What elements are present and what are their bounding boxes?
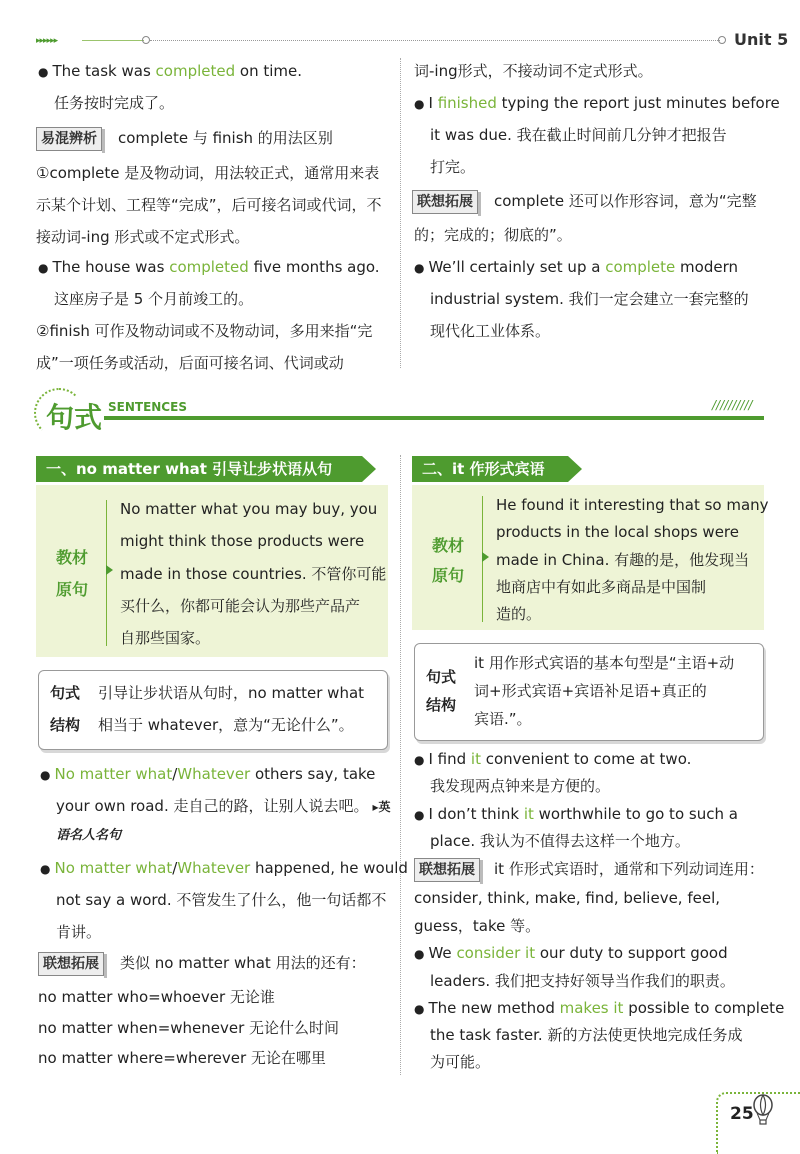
tag-extension-text: complete 还可以作形容词，意为“完整: [494, 192, 757, 210]
bullet-icon: ●: [38, 65, 49, 79]
example-line: 现代化工业体系。: [430, 322, 551, 340]
tag-extension: 联想拓展: [414, 858, 480, 882]
example-line: 肯讲。: [56, 923, 102, 941]
structure-label: 句式: [50, 684, 81, 702]
original-line: 自那些国家。: [120, 629, 211, 647]
sentences-rule: [104, 416, 764, 420]
tag-extension: 联想拓展: [412, 190, 478, 214]
section2-label-b: 原句: [431, 566, 464, 585]
structure-label: 结构: [426, 696, 457, 714]
similar-item: no matter when=whenever 无论什么时间: [38, 1019, 340, 1037]
section1-arrow-icon: [106, 565, 113, 575]
structure-label: 结构: [50, 716, 81, 734]
structure-line: it 用作形式宾语的基本句型是“主语+动: [474, 654, 735, 672]
structure-line: 相当于 whatever，意为“无论什么”。: [98, 716, 354, 734]
tag-extension: 联想拓展: [38, 952, 104, 976]
tag-confusable-text: complete 与 finish 的用法区别: [118, 129, 333, 147]
sentences-subtitle: SENTENCES: [108, 400, 187, 414]
example-line: leaders. 我们把支持好领导当作我们的职责。: [430, 972, 735, 990]
structure-line: 宾语.”。: [474, 710, 532, 728]
example-line: 为可能。: [430, 1053, 491, 1071]
example-line: it was due. 我在截止时间前几分钟才把报告: [430, 126, 727, 144]
header-dot-circle-right: [718, 36, 726, 44]
original-line: products in the local shops were: [496, 523, 739, 541]
header-dot-circle: [142, 36, 150, 44]
example-translation: 我发现两点钟来是方便的。: [430, 777, 611, 795]
unit-label: Unit 5: [734, 30, 789, 49]
header-dots: ▸▸▸▸▸▸: [36, 36, 58, 46]
original-line: He found it interesting that so many: [496, 496, 769, 514]
bullet-icon: ●: [40, 862, 51, 876]
header-rule-dotted: [150, 40, 720, 41]
paragraph-line: consider, think, make, find, believe, feel,: [414, 889, 721, 907]
sentences-slashes: //////////: [712, 398, 753, 412]
bullet-icon: ●: [414, 947, 425, 961]
example-sentence: ● No matter what/Whatever others say, take: [40, 765, 376, 783]
paragraph-line: 成”一项任务或活动，后面可接名词、代词或动: [36, 354, 344, 372]
section2-arrow-icon: [482, 552, 489, 562]
hot-air-balloon-icon: [752, 1094, 774, 1126]
paragraph-line: 词-ing形式，不接动词不定式形式。: [414, 62, 653, 80]
paragraph-line: ①complete 是及物动词，用法较正式，通常用来表: [36, 164, 380, 182]
tag-extension-text: 类似 no matter what 用法的还有：: [120, 954, 366, 972]
paragraph-line: ②finish 可作及物动词或不及物动词，多用来指“完: [36, 322, 373, 340]
original-line: might think those products were: [120, 532, 365, 550]
structure-label: 句式: [426, 668, 457, 686]
bullet-icon: ●: [414, 1002, 425, 1016]
tag-extension-text: it 作形式宾语时，通常和下列动词连用：: [494, 860, 764, 878]
bullet-icon: ●: [414, 261, 425, 275]
similar-item: no matter who=whoever 无论谁: [38, 988, 275, 1006]
section1-label-a: 教材: [55, 548, 88, 567]
structure-line: 词+形式宾语+宾语补足语+真正的: [474, 682, 707, 700]
header-rule-left: [82, 40, 144, 41]
column-divider-top: [400, 58, 401, 368]
example-sentence: ● The house was completed five months ago.: [38, 258, 380, 276]
example-sentence: ● I find it convenient to come at two.: [414, 750, 692, 768]
similar-item: no matter where=wherever 无论在哪里: [38, 1049, 326, 1067]
original-line: 地商店中有如此多商品是中国制: [496, 578, 707, 596]
original-line: made in China. 有趣的是，他发现当: [496, 551, 750, 569]
section2-label-a: 教材: [431, 536, 464, 555]
example-sentence: ● I don’t think it worthwhile to go to such a: [414, 805, 738, 823]
example-line: your own road. 走自己的路，让别人说去吧。 ▸英: [56, 797, 391, 815]
original-line: made in those countries. 不管你可能: [120, 565, 387, 583]
example-note: 语名人名句: [56, 828, 122, 843]
example-sentence: ● No matter what/Whatever happened, he would: [40, 859, 408, 877]
page-number: 25: [730, 1104, 754, 1124]
bullet-icon: ●: [414, 97, 425, 111]
example-line: not say a word. 不管发生了什么，他一句话都不: [56, 891, 387, 909]
example-sentence: ● The new method makes it possible to complete: [414, 999, 785, 1017]
bullet-icon: ●: [40, 768, 51, 782]
example-line: the task faster. 新的方法使更快地完成任务成: [430, 1026, 743, 1044]
original-line: No matter what you may buy, you: [120, 500, 378, 518]
original-line: 买什么，你都可能会认为那些产品产: [120, 597, 361, 615]
example-sentence: ● I finished typing the report just minutes before: [414, 94, 780, 112]
bullet-icon: ●: [414, 753, 425, 767]
example-translation: 任务按时完成了。: [54, 94, 175, 112]
sentences-title: 句式: [46, 401, 103, 434]
example-sentence: ● We consider it our duty to support good: [414, 944, 728, 962]
paragraph-line: 接动词-ing 形式或不定式形式。: [36, 228, 250, 246]
column-divider-bottom: [400, 455, 401, 1075]
section2-bar: 二、it 作形式宾语: [412, 456, 568, 482]
structure-line: 引导让步状语从句时，no matter what: [98, 684, 365, 702]
section1-label-b: 原句: [55, 580, 88, 599]
section1-bar: 一、no matter what 引导让步状语从句: [36, 456, 362, 482]
example-line: industrial system. 我们一定会建立一套完整的: [430, 290, 749, 308]
example-line: place. 我认为不值得去这样一个地方。: [430, 832, 690, 850]
original-line: 造的。: [496, 605, 542, 623]
example-sentence: ● We’ll certainly set up a complete modern: [414, 258, 738, 276]
paragraph-line: 的；完成的；彻底的”。: [414, 226, 572, 244]
example-translation: 这座房子是 5 个月前竣工的。: [54, 290, 254, 308]
tag-confusable: 易混辨析: [36, 127, 102, 151]
bullet-icon: ●: [38, 261, 49, 275]
paragraph-line: 示某个计划、工程等“完成”，后可接名词或代词，不: [36, 196, 382, 214]
paragraph-line: guess，take 等。: [414, 917, 541, 935]
bullet-icon: ●: [414, 808, 425, 822]
example-line: 打完。: [430, 158, 476, 176]
example-sentence: ● The task was completed on time.: [38, 62, 303, 80]
